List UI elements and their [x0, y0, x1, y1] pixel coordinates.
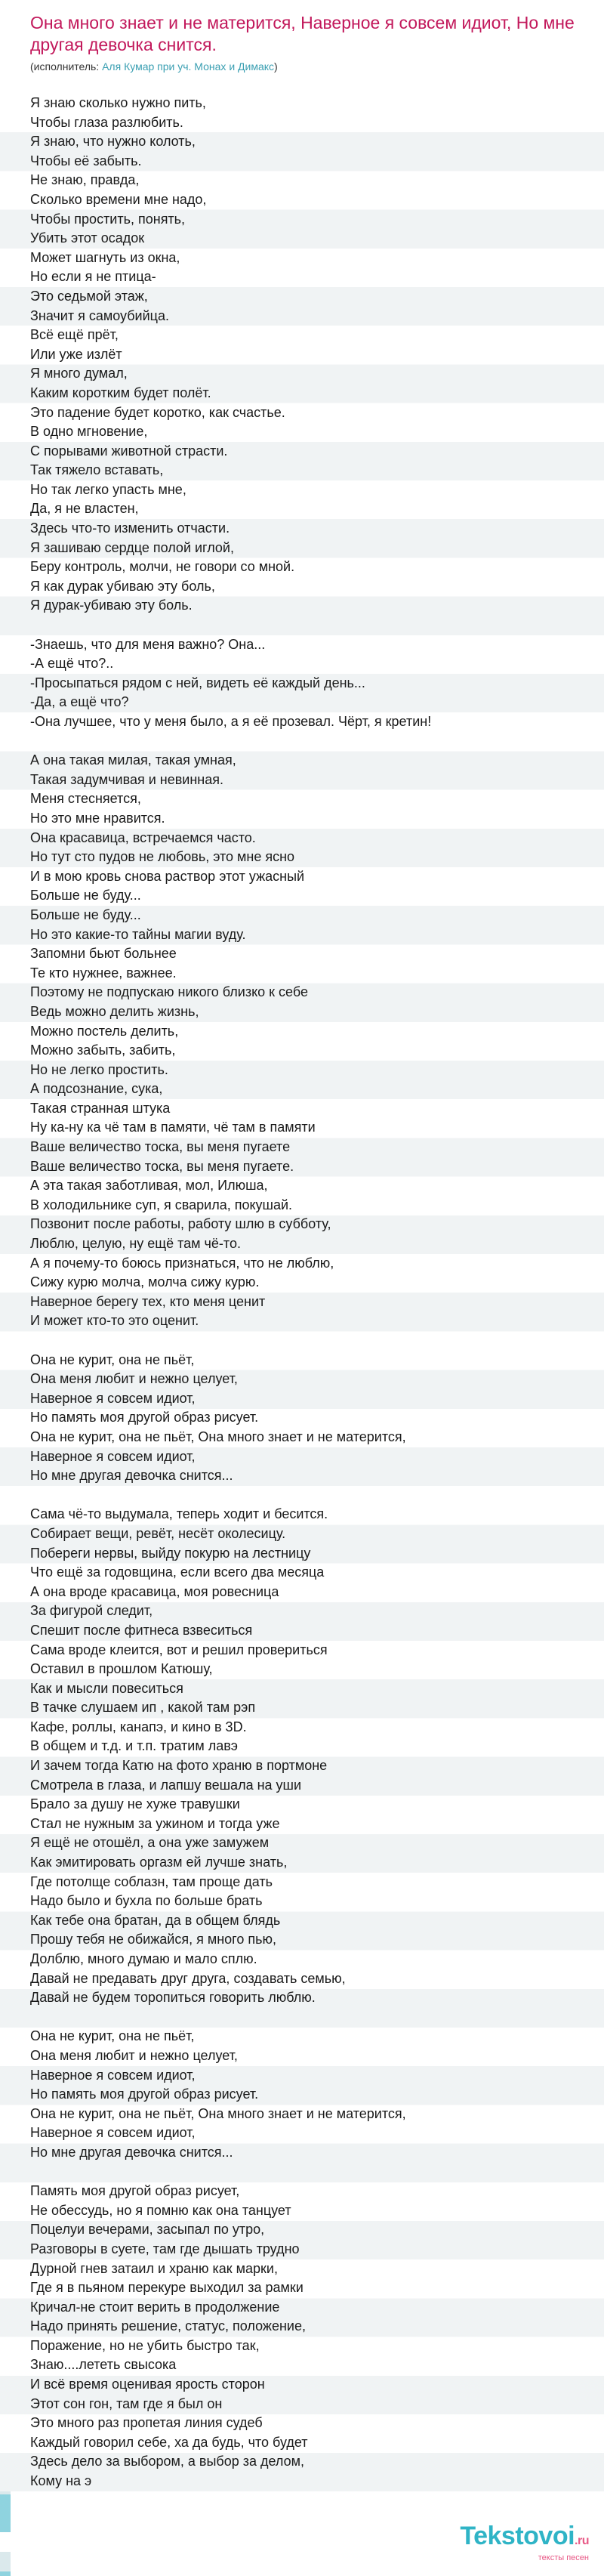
site-watermark	[460, 2522, 589, 2562]
lyric-line: И зачем тогда Катю на фото храню в портмоне	[30, 1758, 328, 1774]
lyric-line: Запомни бьют больнее	[30, 946, 177, 962]
lyric-line: В тачке слушаем ип , какой там рэп	[30, 1700, 256, 1716]
stanza-break	[0, 2008, 604, 2028]
lyric-line: Знаю....лететь свысока	[30, 2357, 177, 2373]
lyric-line: Может шагнуть из окна,	[30, 249, 180, 265]
lyric-line: Но если я не птица-	[30, 269, 156, 285]
lyric-line: Она не курит, она не пьёт,	[30, 1351, 195, 1367]
stanza-break	[0, 1331, 604, 1351]
lyric-line: Кричал-не стоит верить в продолжение	[30, 2299, 280, 2315]
lyric-line: И в мою кровь снова раствор этот ужасный	[30, 868, 305, 884]
lyric-line: Наверное я совсем идиот,	[30, 1448, 196, 1464]
lyric-line: Я много думал,	[30, 366, 128, 381]
lyric-line: Я знаю, что нужно колоть,	[30, 134, 196, 150]
lyric-line: Больше не буду...	[30, 888, 141, 903]
lyric-line: Где потолще соблазн, там проще дать	[30, 1873, 273, 1889]
lyric-line: Каким коротким будет полёт.	[30, 385, 211, 400]
lyric-line: Наверное берегу тех, кто меня ценит	[30, 1293, 266, 1309]
song-title: Она много знает и не матерится, Наверное я совсем идиот, Но мне другая девочка снится.	[30, 13, 575, 54]
lyric-line: Ну ка-ну ка чё там в памяти, чё там в памяти	[30, 1120, 316, 1135]
lyric-line: Чтобы её забыть.	[30, 153, 142, 168]
watermark-tld: .ru	[575, 2534, 589, 2547]
lyric-line: Ваше величество тоска, вы меня пугаете	[30, 1139, 291, 1155]
lyric-line: Но мне другая девочка снится...	[30, 2144, 233, 2160]
lyric-line: С порывами животной страсти.	[30, 443, 228, 459]
lyric-line: Долблю, много думаю и мало сплю.	[30, 1951, 257, 1966]
lyric-line: Надо было и бухла по больше брать	[30, 1893, 263, 1909]
lyric-line: Она меня любит и нежно целует,	[30, 1371, 238, 1387]
watermark-brand: Tekstovoi	[460, 2522, 575, 2550]
lyric-line: Надо принять решение, статус, положение,	[30, 2318, 306, 2334]
lyric-line: Беру контроль, молчи, не говори со мной.	[30, 559, 295, 575]
lyric-line: Или уже излёт	[30, 346, 122, 362]
lyric-line: -А ещё что?..	[30, 656, 114, 672]
lyric-line: Я как дурак убиваю эту боль,	[30, 578, 215, 594]
stanza-break	[0, 1486, 604, 1506]
lyric-line: Смотрела в глаза, и лапшу вешала на уши	[30, 1777, 302, 1793]
lyric-line: Поэтому не подпускаю никого близко к себе	[30, 984, 308, 1000]
lyric-line: А подсознание, сука,	[30, 1081, 163, 1097]
lyric-line: Но это какие-то тайны магии вуду.	[30, 926, 246, 942]
lyric-line: Люблю, целую, ну ещё там чё-то.	[30, 1236, 241, 1252]
lyric-line: Но так легко упасть мне,	[30, 481, 186, 497]
lyric-line: Наверное я совсем идиот,	[30, 2125, 196, 2141]
lyric-line: Как тебе она братан, да в общем блядь	[30, 1912, 281, 1928]
lyric-line: Не обессудь, но я помню как она танцует	[30, 2202, 291, 2218]
lyric-line: Поцелуи вечерами, засыпал по утро,	[30, 2222, 265, 2238]
lyric-line: Не знаю, правда,	[30, 172, 140, 188]
lyric-line: Дурной гнев затаил и храню как марки,	[30, 2260, 278, 2276]
lyric-line: Так тяжело вставать,	[30, 462, 164, 478]
lyric-line: Она не курит, она не пьёт, Она много знает и не матерится,	[30, 2105, 406, 2121]
stanza-break	[0, 616, 604, 635]
lyric-line: Но это мне нравится.	[30, 810, 165, 826]
lyric-line: Я ещё не отошёл, а она уже замужем	[30, 1835, 270, 1851]
lyric-line: Она не курит, она не пьёт,	[30, 2028, 195, 2044]
lyric-line: Она меня любит и нежно целует,	[30, 2047, 238, 2063]
lyric-line: Это падение будет коротко, как счастье.	[30, 404, 285, 420]
lyric-line: -Она лучшее, что у меня было, а я её прозевал. Чёрт, я кретин!	[30, 714, 432, 729]
lyric-line: Чтобы глаза разлюбить.	[30, 114, 183, 130]
lyric-line: Позвонит после работы, работу шлю в субботу,	[30, 1216, 331, 1232]
lyric-line: Давай не предавать друг друга, создавать семью,	[30, 1970, 346, 1986]
lyric-line: Оставил в прошлом Катюшу,	[30, 1661, 213, 1677]
credit-suffix: )	[274, 60, 278, 73]
lyric-line: И всё время оценивая ярость сторон	[30, 2377, 265, 2392]
lyric-line: Сама чё-то выдумала, теперь ходит и бесится.	[30, 1506, 328, 1522]
lyric-line: Память моя другой образ рисует,	[30, 2183, 240, 2199]
lyric-line: Но память моя другой образ рисует.	[30, 1410, 259, 1425]
lyric-line: Где я в пьяном перекуре выходил за рамки	[30, 2280, 304, 2296]
lyric-line: Значит я самоубийца.	[30, 307, 169, 323]
lyric-line: Наверное я совсем идиот,	[30, 1390, 196, 1406]
lyric-line: Каждый говорил себе, ха да будь, что будет	[30, 2434, 308, 2450]
lyric-line: А я почему-то боюсь признаться, что не люблю,	[30, 1255, 334, 1271]
lyric-line: Наверное я совсем идиот,	[30, 2067, 196, 2083]
lyric-line: -Да, а ещё что?	[30, 694, 129, 710]
lyric-line: Такая странная штука	[30, 1100, 171, 1116]
lyrics-text	[0, 94, 604, 2491]
lyric-line: Стал не нужным за ужином и тогда уже	[30, 1815, 280, 1831]
lyric-line: Этот сон гон, там где я был он	[30, 2395, 223, 2411]
lyric-line: Разговоры в суете, там где дышать трудно	[30, 2241, 300, 2256]
lyric-line: Такая задумчивая и невинная.	[30, 771, 223, 787]
credit-prefix: (исполнитель:	[30, 60, 103, 73]
watermark-logo	[460, 2522, 589, 2555]
lyric-line: И может кто-то это оценит.	[30, 1313, 199, 1329]
lyric-line: Чтобы простить, понять,	[30, 211, 186, 227]
song-header	[0, 0, 604, 73]
lyric-line: Что ещё за годовщина, если всего два месяца	[30, 1564, 325, 1580]
lyric-line: Сама вроде клеится, вот и решил провериться	[30, 1642, 328, 1657]
lyric-line: Она красавица, встречаемся часто.	[30, 829, 256, 845]
lyric-line: Да, я не властен,	[30, 501, 139, 517]
lyric-line: Ведь можно делить жизнь,	[30, 1003, 199, 1019]
lyric-line: -Просыпаться рядом с ней, видеть её каждый день...	[30, 675, 365, 690]
lyric-line: Спешит после фитнеса взвеситься	[30, 1622, 253, 1638]
lyric-line: В холодильнике суп, я сварила, покушай.	[30, 1197, 293, 1212]
lyric-line: А она такая милая, такая умная,	[30, 752, 236, 768]
watermark-tagline: тексты песен	[538, 2553, 589, 2562]
lyric-line: Всё ещё прёт,	[30, 327, 119, 343]
lyric-line: Но тут сто пудов не любовь, это мне ясно	[30, 849, 295, 865]
lyric-line: Это седьмой этаж,	[30, 288, 148, 304]
lyric-line: Собирает вещи, ревёт, несёт околесицу.	[30, 1525, 286, 1541]
lyric-line: Но память моя другой образ рисует.	[30, 2086, 259, 2102]
lyric-line: Но не легко простить.	[30, 1061, 168, 1077]
lyric-line: Сколько времени мне надо,	[30, 191, 207, 207]
lyric-line: Те кто нужнее, важнее.	[30, 965, 177, 981]
lyric-line: Здесь дело за выбором, а выбор за делом,	[30, 2454, 304, 2469]
stanza-break	[0, 2163, 604, 2182]
stanza-break	[0, 732, 604, 752]
lyric-line: Можно постель делить,	[30, 1023, 179, 1039]
lyric-line: Поражение, но не убить быстро так,	[30, 2337, 260, 2353]
lyric-line: Кому на э	[30, 2473, 92, 2489]
lyric-line: Кафе, роллы, канапэ, и кино в 3D.	[30, 1719, 247, 1734]
lyric-line: Убить этот осадок	[30, 230, 145, 246]
lyric-line: Но мне другая девочка снится...	[30, 1468, 233, 1484]
lyric-line: Побереги нервы, выйду покурю на лестницу	[30, 1545, 311, 1561]
lyric-line: Брало за душу не хуже травушки	[30, 1796, 240, 1812]
lyric-line: Она не курит, она не пьёт, Она много знает и не матерится,	[30, 1429, 406, 1444]
lyric-line: Можно забыть, забить,	[30, 1042, 176, 1058]
lyric-line: А она вроде красавица, моя ровесница	[30, 1583, 279, 1599]
lyric-line: Как эмитировать оргазм ей лучше знать,	[30, 1855, 288, 1870]
lyric-line: Я знаю сколько нужно пить,	[30, 95, 206, 110]
lyric-line: Это много раз пропетая линия судеб	[30, 2415, 263, 2431]
performer-link[interactable]: Аля Кумар при уч. Монах и Димакс	[102, 60, 275, 73]
lyric-line: В общем и т.д. и т.п. тратим лавэ	[30, 1738, 238, 1754]
lyric-line: Прошу тебя не обижайся, я много пью,	[30, 1932, 276, 1947]
performer-credit	[30, 60, 577, 73]
lyric-line: Как и мысли повеситься	[30, 1680, 183, 1696]
lyric-line: Ваше величество тоска, вы меня пугаете.	[30, 1158, 294, 1174]
lyric-line: Сижу курю молча, молча сижу курю.	[30, 1274, 260, 1290]
lyric-line: Я дурак-убиваю эту боль.	[30, 598, 193, 613]
lyric-line: Давай не будем торопиться говорить люблю.	[30, 1990, 316, 2006]
lyric-line: Больше не буду...	[30, 907, 141, 922]
lyric-line: А эта такая заботливая, мол, Илюша,	[30, 1178, 268, 1194]
lyric-line: Здесь что-то изменить отчасти.	[30, 520, 230, 536]
lyric-line: В одно мгновение,	[30, 424, 148, 440]
lyric-line: Я зашиваю сердце полой иглой,	[30, 539, 234, 555]
lyric-line: Меня стесняется,	[30, 791, 141, 807]
lyric-line: За фигурой следит,	[30, 1603, 153, 1619]
lyric-line: -Знаешь, что для меня важно? Она...	[30, 636, 266, 652]
